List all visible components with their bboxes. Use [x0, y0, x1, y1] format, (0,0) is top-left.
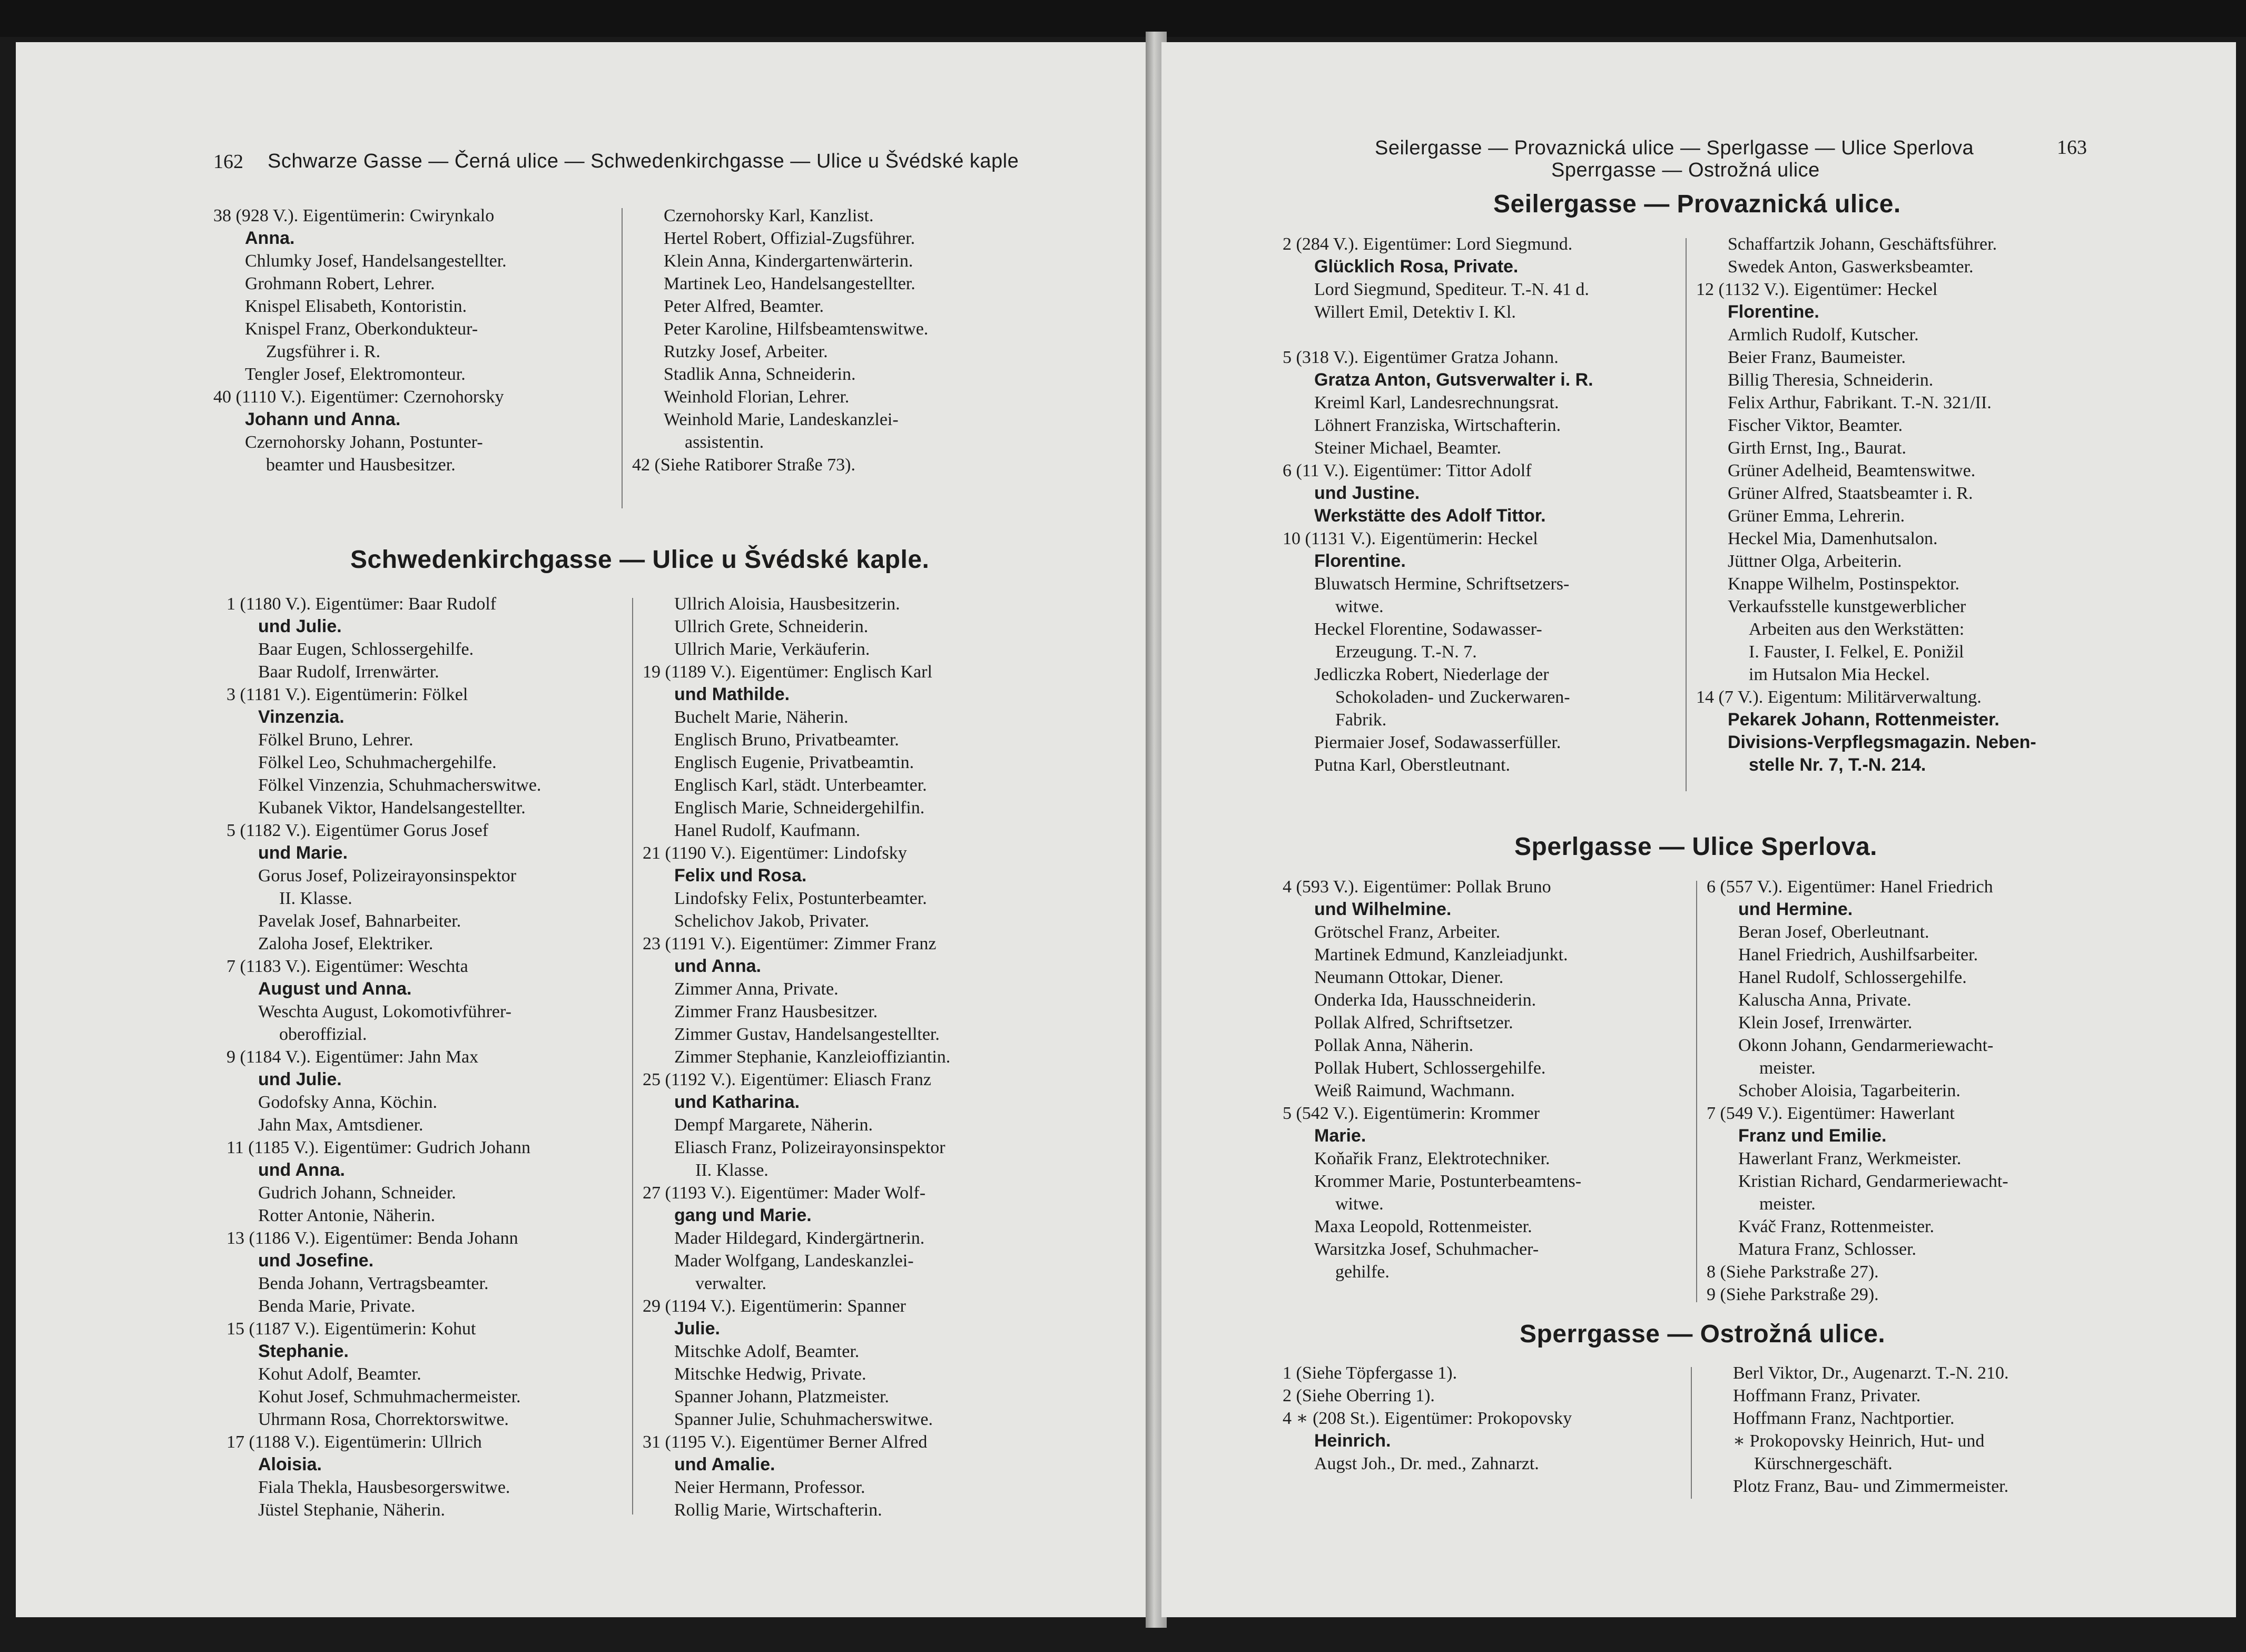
directory-line: und Marie.	[258, 843, 348, 863]
directory-line: Klein Josef, Irrenwärter.	[1738, 1013, 1913, 1032]
left-top-col1	[213, 204, 507, 476]
right-section2-title: Sperlgasse — Ulice Sperlova.	[1514, 833, 1877, 861]
directory-line: Krommer Marie, Postunterbeamtens-	[1314, 1172, 1582, 1191]
directory-line: Franz und Emilie.	[1738, 1126, 1887, 1146]
left-col2	[643, 593, 950, 1521]
directory-line: August und Anna.	[258, 979, 412, 999]
directory-line: Heckel Florentine, Sodawasser-	[1314, 620, 1542, 639]
directory-line: oberoffizial.	[279, 1025, 367, 1044]
directory-line: Glücklich Rosa, Private.	[1314, 257, 1519, 277]
directory-line: II. Klasse.	[695, 1161, 769, 1180]
directory-line: Martinek Leo, Handelsangestellter.	[664, 274, 915, 293]
directory-line: Neier Hermann, Professor.	[674, 1478, 865, 1497]
directory-line: und Amalie.	[674, 1454, 775, 1474]
directory-line: Mitschke Adolf, Beamter.	[674, 1342, 860, 1361]
right-section3-title: Sperrgasse — Ostrožná ulice.	[1520, 1320, 1886, 1348]
directory-line: 15 (1187 V.). Eigentümerin: Kohut	[226, 1319, 476, 1339]
directory-line: und Mathilde.	[674, 684, 790, 704]
left-top-col2	[632, 204, 928, 476]
directory-line: Florentine.	[1314, 551, 1406, 571]
directory-line: Verkaufsstelle kunstgewerblicher	[1728, 597, 1966, 616]
directory-line: 5 (1182 V.). Eigentümer Gorus Josef	[226, 821, 489, 840]
column-rule	[1696, 881, 1697, 1302]
directory-line: 13 (1186 V.). Eigentümer: Benda Johann	[226, 1228, 518, 1248]
right-s3-col1	[1283, 1362, 1572, 1475]
directory-line: 11 (1185 V.). Eigentümer: Gudrich Johann	[226, 1138, 530, 1157]
directory-line: Pollak Alfred, Schriftsetzer.	[1314, 1013, 1513, 1032]
directory-line: 25 (1192 V.). Eigentümer: Eliasch Franz	[643, 1070, 931, 1089]
directory-line: Florentine.	[1728, 302, 1819, 322]
directory-line: stelle Nr. 7, T.-N. 214.	[1749, 755, 1926, 775]
directory-line: Hoffmann Franz, Nachtportier.	[1733, 1409, 1955, 1428]
left-section-title: Schwedenkirchgasse — Ulice u Švédské kaple.	[350, 546, 930, 574]
column-rule	[622, 208, 623, 508]
directory-line: Matura Franz, Schlosser.	[1738, 1240, 1917, 1259]
directory-line: Jahn Max, Amtsdiener.	[258, 1115, 423, 1135]
directory-line: 5 (318 V.). Eigentümer Gratza Johann.	[1283, 348, 1559, 367]
directory-line	[1283, 323, 1593, 346]
directory-line: Peter Alfred, Beamter.	[664, 297, 824, 316]
directory-line: 4 ∗ (208 St.). Eigentümer: Prokopovsky	[1283, 1409, 1572, 1428]
directory-line: Gratza Anton, Gutsverwalter i. R.	[1314, 370, 1593, 390]
left-page	[16, 42, 1151, 1617]
directory-line: Koňařik Franz, Elektrotechniker.	[1314, 1149, 1550, 1168]
directory-line: Gudrich Johann, Schneider.	[258, 1183, 456, 1203]
directory-line: 7 (1183 V.). Eigentümer: Weschta	[226, 957, 468, 976]
directory-line: Ullrich Aloisia, Hausbesitzerin.	[674, 594, 900, 614]
directory-line: Grötschel Franz, Arbeiter.	[1314, 922, 1501, 942]
left-col1	[226, 593, 541, 1521]
directory-line: und Wilhelmine.	[1314, 899, 1452, 919]
directory-line: Zaloha Josef, Elektriker.	[258, 934, 434, 953]
right-s2-col2	[1707, 876, 2008, 1306]
directory-line: Knappe Wilhelm, Postinspektor.	[1728, 574, 1959, 594]
directory-line: witwe.	[1335, 1194, 1384, 1214]
left-running-head: Schwarze Gasse — Černá ulice — Schwedenkirchgasse — Ulice u Švédské kaple	[268, 150, 1019, 172]
directory-line: Hanel Rudolf, Schlossergehilfe.	[1738, 968, 1967, 987]
directory-line: Anna.	[245, 228, 295, 248]
directory-line: Plotz Franz, Bau- und Zimmermeister.	[1733, 1477, 2009, 1496]
directory-line: Kürschnergeschäft.	[1754, 1454, 1893, 1473]
directory-line: Willert Emil, Detektiv I. Kl.	[1314, 302, 1516, 322]
directory-line: Jedliczka Robert, Niederlage der	[1314, 665, 1549, 684]
directory-line: I. Fauster, I. Felkel, E. Ponižil	[1749, 642, 1964, 662]
directory-line: Grüner Emma, Lehrerin.	[1728, 506, 1905, 526]
directory-line: Martinek Edmund, Kanzleiadjunkt.	[1314, 945, 1568, 965]
directory-line: Czernohorsky Johann, Postunter-	[245, 432, 483, 452]
directory-line: Eliasch Franz, Polizeirayonsinspektor	[674, 1138, 945, 1157]
directory-line: Kaluscha Anna, Private.	[1738, 990, 1912, 1010]
directory-line: 5 (542 V.). Eigentümerin: Krommer	[1283, 1104, 1540, 1123]
directory-line: Beier Franz, Baumeister.	[1728, 348, 1906, 367]
directory-line: 27 (1193 V.). Eigentümer: Mader Wolf-	[643, 1183, 926, 1203]
directory-line: Jüttner Olga, Arbeiterin.	[1728, 552, 1902, 571]
directory-line: Stephanie.	[258, 1341, 349, 1361]
directory-line: Pavelak Josef, Bahnarbeiter.	[258, 911, 461, 931]
directory-line: Kváč Franz, Rottenmeister.	[1738, 1217, 1935, 1236]
directory-line: Pollak Hubert, Schlossergehilfe.	[1314, 1058, 1546, 1078]
directory-line: Fischer Viktor, Beamter.	[1728, 416, 1903, 435]
directory-line: Czernohorsky Karl, Kanzlist.	[664, 206, 874, 225]
directory-line: Dempf Margarete, Näherin.	[674, 1115, 873, 1135]
directory-line: meister.	[1759, 1194, 1816, 1214]
directory-line: Werkstätte des Adolf Tittor.	[1314, 506, 1546, 526]
column-rule	[632, 598, 633, 1515]
directory-line: Weschta August, Lokomotivführer-	[258, 1002, 511, 1021]
directory-line: und Anna.	[258, 1160, 345, 1180]
directory-line: und Julie.	[258, 616, 342, 636]
directory-line: Englisch Eugenie, Privatbeamtin.	[674, 753, 914, 772]
directory-line: Baar Eugen, Schlossergehilfe.	[258, 640, 474, 659]
directory-line: Jüstel Stephanie, Näherin.	[258, 1500, 446, 1520]
directory-line: Rotter Antonie, Näherin.	[258, 1206, 436, 1225]
directory-line: Kubanek Viktor, Handelsangestellter.	[258, 798, 526, 818]
directory-line: meister.	[1759, 1058, 1816, 1078]
directory-line: Heckel Mia, Damenhutsalon.	[1728, 529, 1938, 548]
directory-line: 8 (Siehe Parkstraße 27).	[1707, 1262, 1879, 1282]
directory-line: 1 (Siehe Töpfergasse 1).	[1283, 1363, 1457, 1383]
directory-line: Englisch Karl, städt. Unterbeamter.	[674, 775, 927, 795]
directory-line: Rutzky Josef, Arbeiter.	[664, 342, 828, 361]
directory-line: 29 (1194 V.). Eigentümerin: Spanner	[643, 1296, 906, 1316]
directory-line: Augst Joh., Dr. med., Zahnarzt.	[1314, 1454, 1539, 1473]
directory-line: Fiala Thekla, Hausbesorgerswitwe.	[258, 1478, 510, 1497]
directory-line: 6 (557 V.). Eigentümer: Hanel Friedrich	[1707, 877, 1993, 897]
directory-line: Kristian Richard, Gendarmeriewacht-	[1738, 1172, 2008, 1191]
directory-line: und Josefine.	[258, 1251, 374, 1271]
directory-line: gehilfe.	[1335, 1262, 1390, 1282]
directory-line: 17 (1188 V.). Eigentümerin: Ullrich	[226, 1432, 482, 1452]
directory-line: Rollig Marie, Wirtschafterin.	[674, 1500, 882, 1520]
directory-line: Kreiml Karl, Landesrechnungsrat.	[1314, 393, 1559, 412]
directory-line: Billig Theresia, Schneiderin.	[1728, 370, 1934, 390]
directory-line: 12 (1132 V.). Eigentümer: Heckel	[1696, 280, 1938, 299]
directory-line: Löhnert Franziska, Wirtschafterin.	[1314, 416, 1561, 435]
directory-line: 14 (7 V.). Eigentum: Militärverwaltung.	[1696, 687, 1982, 707]
directory-line: 21 (1190 V.). Eigentümer: Lindofsky	[643, 843, 907, 863]
directory-line: Zimmer Anna, Private.	[674, 979, 839, 999]
directory-line: Grohmann Robert, Lehrer.	[245, 274, 435, 293]
directory-line: Hertel Robert, Offizial-Zugsführer.	[664, 229, 915, 248]
column-rule	[1686, 238, 1687, 791]
directory-line: 10 (1131 V.). Eigentümerin: Heckel	[1283, 529, 1538, 548]
directory-line: Armlich Rudolf, Kutscher.	[1728, 325, 1919, 345]
directory-line: im Hutsalon Mia Heckel.	[1749, 665, 1930, 684]
directory-line: Benda Marie, Private.	[258, 1296, 416, 1316]
directory-line: Beran Josef, Oberleutnant.	[1738, 922, 1929, 942]
directory-line: Schelichov Jakob, Privater.	[674, 911, 870, 931]
directory-line: Benda Johann, Vertragsbeamter.	[258, 1274, 489, 1293]
directory-line: Warsitzka Josef, Schuhmacher-	[1314, 1240, 1539, 1259]
directory-line: Fölkel Leo, Schuhmachergehilfe.	[258, 753, 497, 772]
right-section1-title: Seilergasse — Provaznická ulice.	[1493, 190, 1901, 218]
left-page-number: 162	[213, 151, 243, 173]
directory-line: Fabrik.	[1335, 710, 1387, 730]
right-page-number: 163	[2057, 136, 2087, 159]
directory-line: Knispel Elisabeth, Kontoristin.	[245, 297, 467, 316]
directory-line: Kohut Josef, Schmuhmachermeister.	[258, 1387, 521, 1407]
directory-line: 9 (Siehe Parkstraße 29).	[1707, 1285, 1879, 1304]
directory-line: Divisions-Verpflegsmagazin. Neben-	[1728, 732, 2036, 752]
directory-line: Mader Wolfgang, Landeskanzlei-	[674, 1251, 914, 1271]
directory-line: 6 (11 V.). Eigentümer: Tittor Adolf	[1283, 461, 1532, 480]
directory-line: Lord Siegmund, Spediteur. T.-N. 41 d.	[1314, 280, 1589, 299]
directory-line: 2 (Siehe Oberring 1).	[1283, 1386, 1435, 1405]
directory-line: 2 (284 V.). Eigentümer: Lord Siegmund.	[1283, 234, 1573, 254]
directory-line: Englisch Marie, Schneidergehilfin.	[674, 798, 925, 818]
directory-line: Zimmer Franz Hausbesitzer.	[674, 1002, 878, 1021]
directory-line: Mader Hildegard, Kindergärtnerin.	[674, 1228, 925, 1248]
directory-line: 40 (1110 V.). Eigentümer: Czernohorsky	[213, 387, 504, 407]
directory-line: Grüner Adelheid, Beamtenswitwe.	[1728, 461, 1976, 480]
directory-line: Mitschke Hedwig, Private.	[674, 1364, 866, 1384]
directory-line: 38 (928 V.). Eigentümerin: Cwirynkalo	[213, 206, 495, 225]
directory-line: Bluwatsch Hermine, Schriftsetzers-	[1314, 574, 1570, 594]
directory-line: Felix und Rosa.	[674, 866, 807, 886]
directory-line: Schokoladen- und Zuckerwaren-	[1335, 687, 1570, 707]
directory-line: Okonn Johann, Gendarmeriewacht-	[1738, 1036, 1994, 1055]
directory-line: Erzeugung. T.-N. 7.	[1335, 642, 1477, 662]
scan-top-edge	[0, 0, 2246, 37]
right-running-head-1: Seilergasse — Provaznická ulice — Sperlgasse — Ulice Sperlova	[1375, 137, 1974, 159]
directory-line: ∗ Prokopovsky Heinrich, Hut- und	[1733, 1431, 1985, 1451]
directory-line: Fölkel Vinzenzia, Schuhmacherswitwe.	[258, 775, 541, 795]
directory-line: 7 (549 V.). Eigentümer: Hawerlant	[1707, 1104, 1955, 1123]
directory-line: Pekarek Johann, Rottenmeister.	[1728, 710, 1999, 730]
directory-line: 4 (593 V.). Eigentümer: Pollak Bruno	[1283, 877, 1551, 897]
directory-line: Knispel Franz, Oberkondukteur-	[245, 319, 478, 339]
directory-line: Heinrich.	[1314, 1431, 1391, 1451]
directory-line: Fölkel Bruno, Lehrer.	[258, 730, 413, 750]
directory-line: Weinhold Marie, Landeskanzlei-	[664, 410, 899, 429]
right-s2-col1	[1283, 876, 1581, 1283]
directory-line: Spanner Johann, Platzmeister.	[674, 1387, 889, 1407]
directory-line: 3 (1181 V.). Eigentümerin: Fölkel	[226, 685, 468, 704]
directory-line: Girth Ernst, Ing., Baurat.	[1728, 438, 1906, 458]
directory-line: und Justine.	[1314, 483, 1420, 503]
directory-line: Putna Karl, Oberstleutnant.	[1314, 755, 1511, 775]
directory-line: Gorus Josef, Polizeirayonsinspektor	[258, 866, 517, 886]
directory-line: 19 (1189 V.). Eigentümer: Englisch Karl	[643, 662, 932, 682]
directory-line: Weiß Raimund, Wachmann.	[1314, 1081, 1515, 1100]
right-page	[1161, 42, 2236, 1617]
directory-line: und Julie.	[258, 1069, 342, 1089]
right-running-head-2: Sperrgasse — Ostrožná ulice	[1551, 159, 1820, 181]
directory-line: Berl Viktor, Dr., Augenarzt. T.-N. 210.	[1733, 1363, 2009, 1383]
directory-line: Buchelt Marie, Näherin.	[674, 707, 849, 727]
directory-line: Ullrich Marie, Verkäuferin.	[674, 640, 870, 659]
directory-line: Hanel Friedrich, Aushilfsarbeiter.	[1738, 945, 1978, 965]
directory-line: Piermaier Josef, Sodawasserfüller.	[1314, 733, 1561, 752]
directory-line: Swedek Anton, Gaswerksbeamter.	[1728, 257, 1974, 277]
directory-line: Hawerlant Franz, Werkmeister.	[1738, 1149, 1962, 1168]
column-rule	[1691, 1367, 1692, 1499]
directory-line: Neumann Ottokar, Diener.	[1314, 968, 1504, 987]
directory-line: Stadlik Anna, Schneiderin.	[664, 365, 856, 384]
directory-line: und Hermine.	[1738, 899, 1853, 919]
directory-line: Julie.	[674, 1319, 720, 1339]
directory-line: gang und Marie.	[674, 1205, 812, 1225]
directory-line: Pollak Anna, Näherin.	[1314, 1036, 1474, 1055]
right-s1-col2	[1696, 233, 2036, 776]
directory-line: witwe.	[1335, 597, 1384, 616]
directory-line: verwalter.	[695, 1274, 766, 1293]
directory-line: Zimmer Gustav, Handelsangestellter.	[674, 1025, 940, 1044]
directory-line: Chlumky Josef, Handelsangestellter.	[245, 251, 507, 271]
directory-line: Tengler Josef, Elektromonteur.	[245, 365, 466, 384]
right-s3-col2	[1701, 1362, 2009, 1498]
directory-line: Schober Aloisia, Tagarbeiterin.	[1738, 1081, 1961, 1100]
directory-line: Zugsführer i. R.	[266, 342, 381, 361]
directory-line: Maxa Leopold, Rottenmeister.	[1314, 1217, 1532, 1236]
directory-line: Schaffartzik Johann, Geschäftsführer.	[1728, 234, 1997, 254]
directory-line: Marie.	[1314, 1126, 1366, 1146]
directory-line: Hanel Rudolf, Kaufmann.	[674, 821, 861, 840]
directory-line: Spanner Julie, Schuhmacherswitwe.	[674, 1410, 933, 1429]
directory-line: 1 (1180 V.). Eigentümer: Baar Rudolf	[226, 594, 497, 614]
directory-line: Zimmer Stephanie, Kanzleioffiziantin.	[674, 1047, 951, 1067]
directory-line: 9 (1184 V.). Eigentümer: Jahn Max	[226, 1047, 479, 1067]
directory-line: assistentin.	[685, 432, 764, 452]
directory-line: Baar Rudolf, Irrenwärter.	[258, 662, 439, 682]
directory-line: Felix Arthur, Fabrikant. T.-N. 321/II.	[1728, 393, 1992, 412]
directory-line: beamter und Hausbesitzer.	[266, 455, 456, 475]
directory-line: 23 (1191 V.). Eigentümer: Zimmer Franz	[643, 934, 937, 953]
directory-line: Peter Karoline, Hilfsbeamtenswitwe.	[664, 319, 929, 339]
directory-line: Lindofsky Felix, Postunterbeamter.	[674, 889, 927, 908]
directory-line: Englisch Bruno, Privatbeamter.	[674, 730, 899, 750]
directory-line: Uhrmann Rosa, Chorrektorswitwe.	[258, 1410, 509, 1429]
directory-line: Johann und Anna.	[245, 409, 401, 429]
right-s1-col1	[1283, 233, 1593, 776]
directory-line: Klein Anna, Kindergartenwärterin.	[664, 251, 913, 271]
directory-line: Kohut Adolf, Beamter.	[258, 1364, 421, 1384]
directory-line: Aloisia.	[258, 1454, 322, 1474]
directory-line: 42 (Siehe Ratiborer Straße 73).	[632, 455, 855, 475]
directory-line: Steiner Michael, Beamter.	[1314, 438, 1501, 458]
directory-line: Ullrich Grete, Schneiderin.	[674, 617, 869, 636]
directory-line: Godofsky Anna, Köchin.	[258, 1093, 437, 1112]
directory-line: Arbeiten aus den Werkstätten:	[1749, 620, 1965, 639]
directory-line: Vinzenzia.	[258, 707, 344, 727]
directory-line: Grüner Alfred, Staatsbeamter i. R.	[1728, 484, 1973, 503]
directory-line: 31 (1195 V.). Eigentümer Berner Alfred	[643, 1432, 928, 1452]
directory-line: und Katharina.	[674, 1092, 800, 1112]
directory-line: Weinhold Florian, Lehrer.	[664, 387, 850, 407]
directory-line: II. Klasse.	[279, 889, 352, 908]
directory-line: und Anna.	[674, 956, 761, 976]
directory-line: Hoffmann Franz, Privater.	[1733, 1386, 1921, 1405]
directory-line: Onderka Ida, Hausschneiderin.	[1314, 990, 1536, 1010]
